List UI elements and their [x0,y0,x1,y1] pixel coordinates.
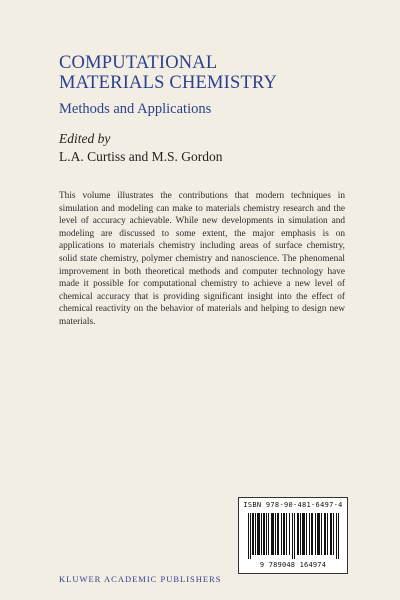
ean-number: 9 789048 164974 [259,561,327,569]
edited-by-label: Edited by [59,131,111,146]
title-line-2: MATERIALS CHEMISTRY [59,73,278,93]
book-title [59,53,359,93]
isbn-number: ISBN 978-90-481-6497-4 [243,501,343,509]
title-line-1: COMPUTATIONAL [59,53,218,73]
barcode-icon [248,513,340,559]
description-paragraph: This volume illustrates the contributions that modern techniques in simulation and modeling can make to materials chemistry research and the level of accuracy achievable. While new developments in simulation and modeling are discussed to some extent, the major emphasis is on applications to materials chemistry including areas of surface chemistry, solid state chemistry, polymer chemistry and nanoscience. The phenomenal improvement in both theoretical methods and computer technology have made it possible for computational chemistry to achieve a new level of chemical accuracy that is providing significant insight into the effect of chemical reactivity on the behavior of materials and helping to design new materials. [59,191,345,327]
editors-names: L.A. Curtiss and M.S. Gordon [59,149,223,164]
book-subtitle: Methods and Applications [59,101,212,117]
barcode-label [238,497,348,574]
publisher-name: KLUWER ACADEMIC PUBLISHERS [59,574,222,584]
